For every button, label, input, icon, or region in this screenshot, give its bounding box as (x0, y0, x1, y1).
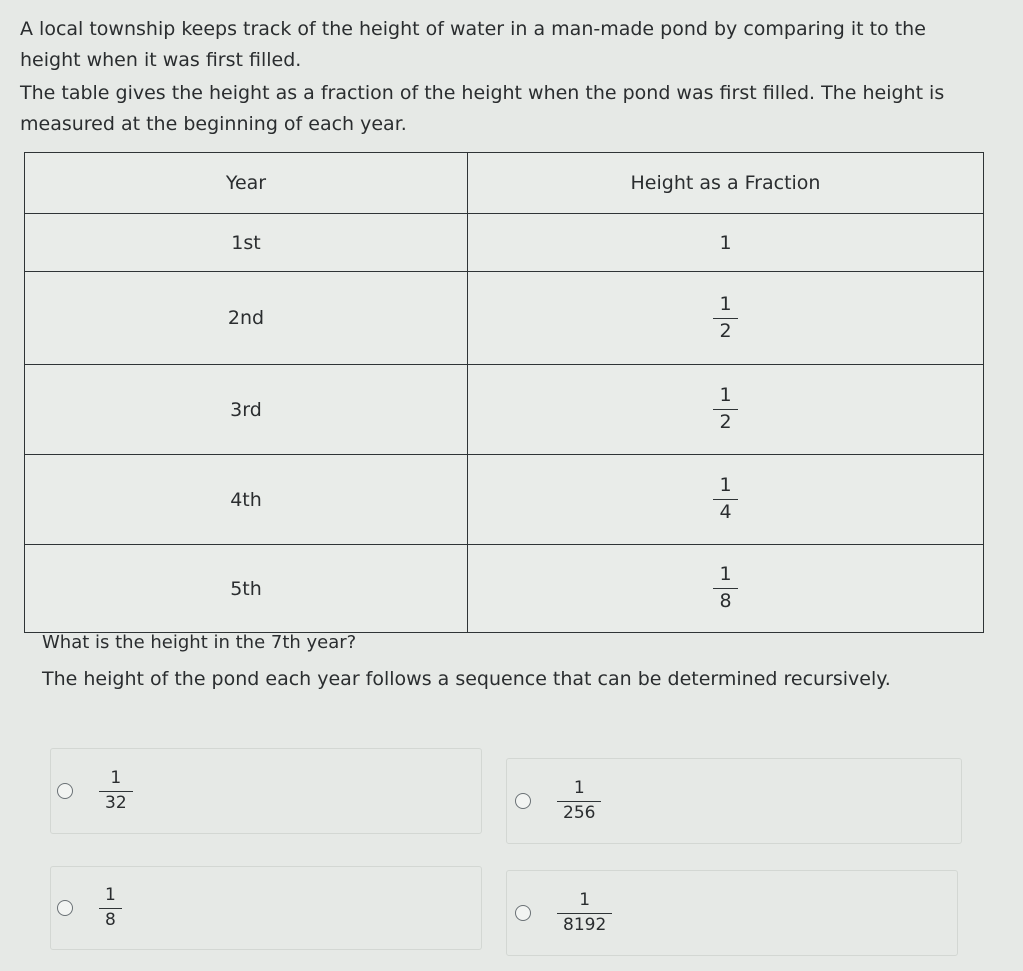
numerator: 1 (719, 563, 732, 586)
height-cell (468, 455, 984, 545)
denominator: 256 (557, 801, 601, 824)
denominator: 2 (713, 318, 737, 343)
header-height: Height as a Fraction (468, 153, 984, 214)
year-cell: 1st (25, 214, 468, 272)
radio-button[interactable] (57, 783, 73, 799)
height-cell (468, 545, 984, 633)
answer-option-4[interactable] (506, 870, 958, 956)
answer-option-2[interactable] (506, 758, 962, 844)
hint-text: The height of the pond each year follows a sequence that can be determined recursively. (42, 668, 891, 690)
height-cell (468, 272, 984, 365)
radio-button[interactable] (57, 900, 73, 916)
denominator: 8 (99, 908, 122, 931)
fraction (99, 886, 122, 930)
denominator: 32 (99, 791, 133, 814)
numerator: 1 (719, 292, 732, 315)
fraction (713, 294, 737, 343)
intro-line-1: A local township keeps track of the height of water in a man-made pond by comparing it to the height when it was first filled. (20, 18, 926, 71)
fraction (713, 385, 737, 434)
year-cell: 2nd (25, 272, 468, 365)
denominator: 2 (713, 409, 737, 434)
numerator: 1 (105, 884, 116, 905)
numerator: 1 (573, 777, 585, 798)
numerator: 1 (579, 889, 591, 910)
fraction (99, 769, 133, 813)
year-cell: 5th (25, 545, 468, 633)
fraction (557, 891, 612, 935)
denominator: 4 (713, 499, 737, 524)
table-row (25, 365, 984, 455)
height-table (24, 152, 984, 633)
height-cell (468, 365, 984, 455)
header-year: Year (25, 153, 468, 214)
fraction (557, 779, 601, 823)
problem-intro (20, 14, 990, 142)
numerator: 1 (719, 384, 732, 407)
question-text: What is the height in the 7th year? (42, 632, 357, 653)
table-header-row (25, 153, 984, 214)
year-cell: 3rd (25, 365, 468, 455)
answer-option-1[interactable] (50, 748, 482, 834)
intro-line-2: The table gives the height as a fraction of the height when the pond was first filled. The height is measured at the beginning of each year. (20, 82, 945, 135)
table-row (25, 214, 984, 272)
table-row (25, 455, 984, 545)
table-row (25, 272, 984, 365)
fraction (713, 564, 737, 613)
radio-button[interactable] (515, 793, 531, 809)
numerator: 1 (719, 474, 732, 497)
table-row (25, 545, 984, 633)
denominator: 8192 (557, 913, 612, 936)
numerator: 1 (110, 767, 122, 788)
answer-option-3[interactable] (50, 866, 482, 950)
fraction (713, 475, 737, 524)
denominator: 8 (713, 588, 737, 613)
year-cell: 4th (25, 455, 468, 545)
radio-button[interactable] (515, 905, 531, 921)
height-cell: 1 (468, 214, 984, 272)
